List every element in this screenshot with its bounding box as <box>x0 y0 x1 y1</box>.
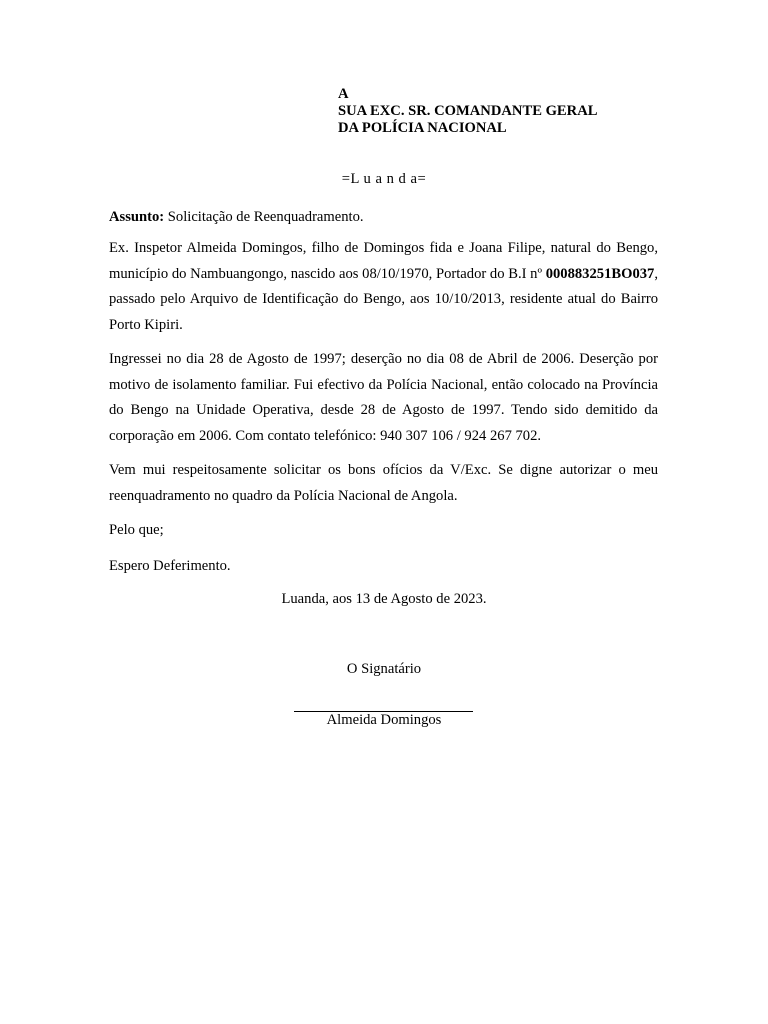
closing-pelo-que: Pelo que; <box>109 522 164 538</box>
addressee-line-2: SUA EXC. SR. COMANDANTE GERAL <box>338 103 598 119</box>
paragraph-service-history: Ingressei no dia 28 de Agosto de 1997; deserção no dia 08 de Abril de 2006. Deserção por motivo de isolamento familiar. Fui efectivo da Polícia Nacional, então colocado na Província do Bengo na Unidade Operativa, desde 28 de Agosto de 1997. Tendo sido demitido da corporação em 2006. Com contato telefónico: 940 307 106 / 924 267 702. <box>109 351 658 444</box>
paragraph-request: Vem mui respeitosamente solicitar os bons ofícios da V/Exc. Se digne autorizar o meu reenquadramento no quadro da Polícia Nacional de Angola. <box>109 462 658 504</box>
closing-espero-deferimento: Espero Deferimento. <box>109 558 231 574</box>
addressee-line-1: A <box>338 86 349 102</box>
signatory-title: O Signatário <box>346 661 422 677</box>
subject-label: Assunto: <box>109 209 165 225</box>
paragraph-identification <box>109 236 658 338</box>
paragraph-identification-part2: , passado pelo Arquivo de Identificação do Bengo, aos 10/10/2013, residente atual do Bairro Porto Kipiri. <box>109 265 658 333</box>
date-line: Luanda, aos 13 de Agosto de 2023. <box>281 591 487 607</box>
city-heading: =L u a n d a= <box>341 171 427 187</box>
signatory-name: Almeida Domingos <box>326 712 442 728</box>
subject-line <box>109 205 658 231</box>
subject-text: Solicitação de Reenquadramento. <box>164 209 364 225</box>
addressee-line-3: DA POLÍCIA NACIONAL <box>338 120 507 136</box>
paragraph-identification-part1: Ex. Inspetor Almeida Domingos, filho de Domingos fida e Joana Filipe, natural do Bengo, município do Nambuangongo, nascido aos 08/10/1970, Portador do B.I nº <box>109 240 658 282</box>
id-number: 000883251BO037 <box>545 265 655 282</box>
addressee-block <box>338 86 597 137</box>
